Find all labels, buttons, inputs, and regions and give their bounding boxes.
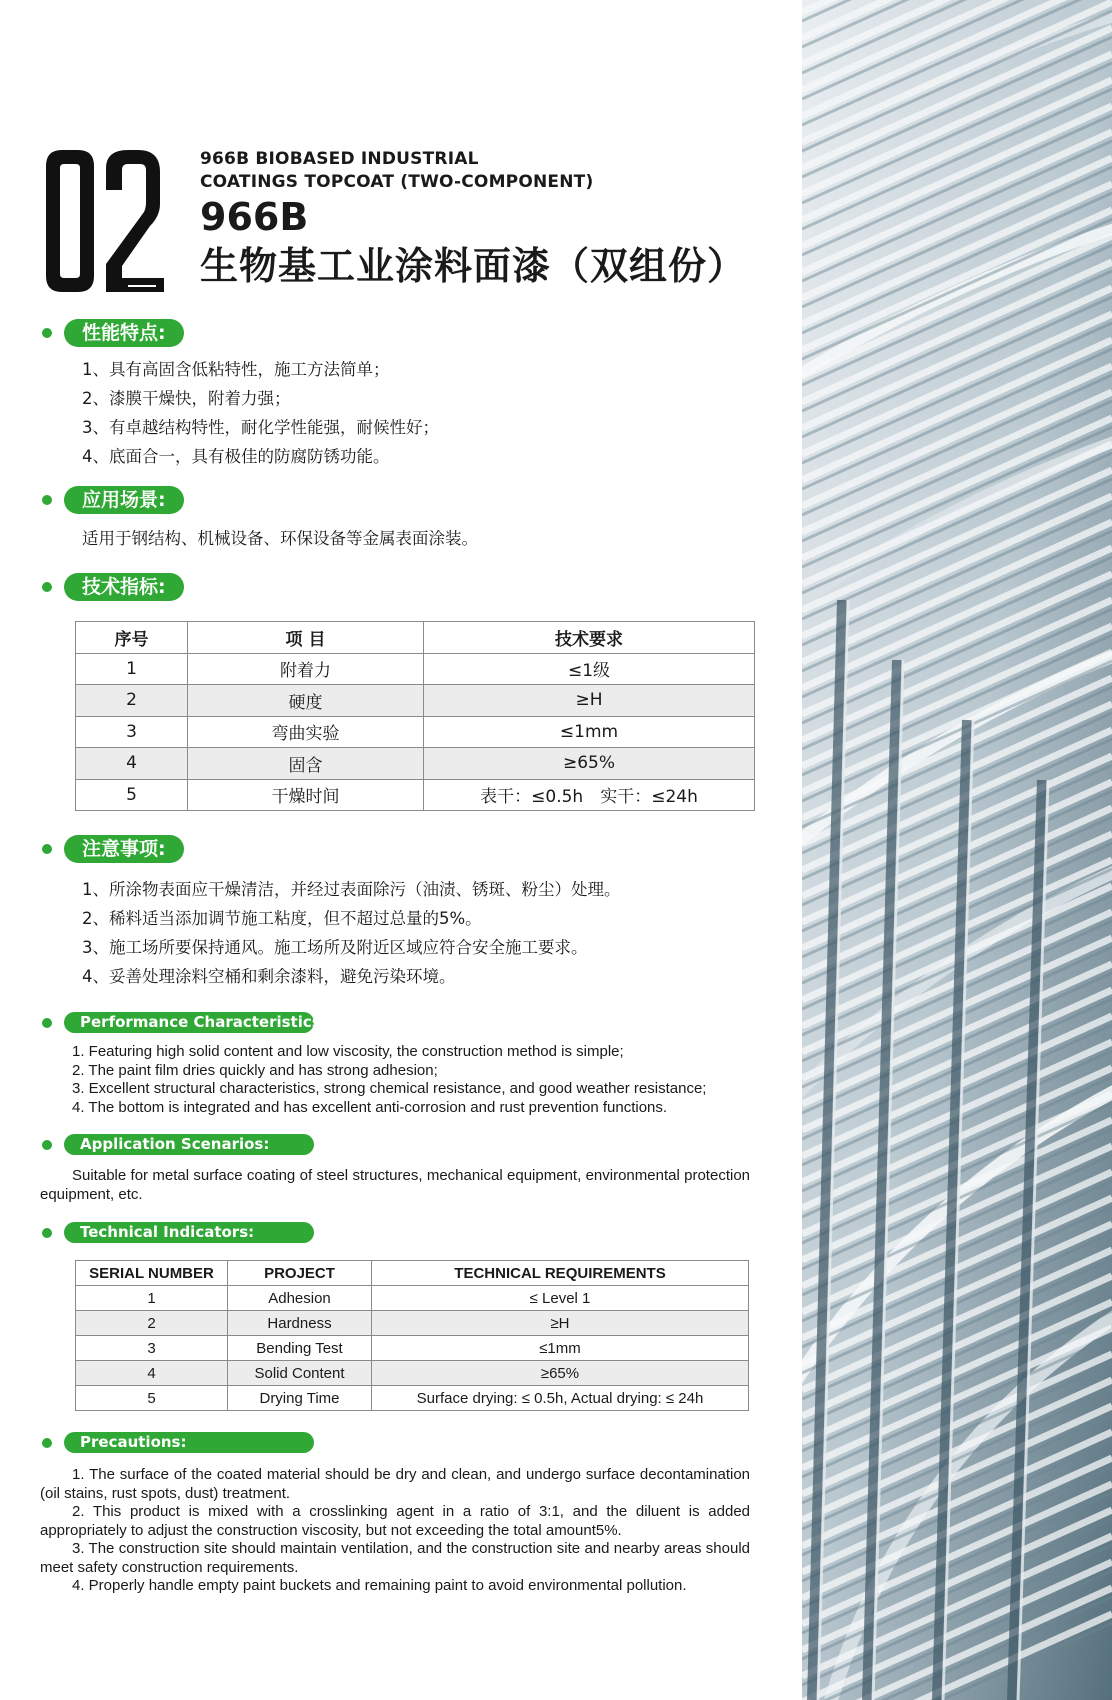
- table-cell: 硬度: [188, 685, 424, 717]
- table-row: [76, 1336, 749, 1361]
- list-item: 4、底面合一，具有极佳的防腐防锈功能。: [82, 447, 390, 466]
- table-cell: 5: [76, 779, 188, 811]
- product-code: 966B: [200, 195, 309, 239]
- bullet-dot-icon: [42, 1018, 52, 1028]
- column-header: 序号: [76, 622, 188, 654]
- precautions-list-cn: [82, 875, 621, 991]
- table-cell: ≤1mm: [424, 716, 755, 748]
- list-item: 3. Excellent structural characteristics, strong chemical resistance, and good weather resistance;: [72, 1080, 707, 1097]
- performance-list-cn: [82, 355, 439, 471]
- column-header: PROJECT: [228, 1261, 372, 1286]
- precaution-item-en: 1. The surface of the coated material should be dry and clean, and undergo surface decontamination (oil stains, rust spots, dust) treatment.: [40, 1466, 750, 1502]
- table-cell: Hardness: [228, 1311, 372, 1336]
- section-label: 应用场景:: [64, 486, 184, 514]
- precaution-item-en: 3. The construction site should maintain ventilation, and the construction site and nearby areas should meet safety construction requirements.: [40, 1540, 750, 1576]
- application-text-en: Suitable for metal surface coating of steel structures, mechanical equipment, environmental protection equipment, etc.: [40, 1167, 750, 1203]
- table-cell: Surface drying: ≤ 0.5h, Actual drying: ≤ 24h: [372, 1386, 749, 1411]
- table-cell: 2: [76, 685, 188, 717]
- performance-list-en: [72, 1043, 706, 1117]
- section-label: 技术指标:: [64, 573, 184, 601]
- table-cell: 1: [76, 653, 188, 685]
- architecture-photo: [802, 0, 1112, 1700]
- section-label: Application Scenarios:: [64, 1134, 314, 1155]
- table-cell: 3: [76, 716, 188, 748]
- table-cell: 附着力: [188, 653, 424, 685]
- list-item: 3、有卓越结构特性，耐化学性能强，耐候性好；: [82, 418, 439, 437]
- table-cell: 2: [76, 1311, 228, 1336]
- table-row: [76, 716, 755, 748]
- table-cell: ≥H: [372, 1311, 749, 1336]
- list-item: 3、施工场所要保持通风。施工场所及附近区域应符合安全施工要求。: [82, 938, 588, 957]
- bullet-dot-icon: [42, 495, 52, 505]
- table-cell: ≤ Level 1: [372, 1286, 749, 1311]
- table-cell: 3: [76, 1336, 228, 1361]
- bullet-dot-icon: [42, 1140, 52, 1150]
- column-header: 技术要求: [424, 622, 755, 654]
- table-cell: ≥H: [424, 685, 755, 717]
- section-label: Technical Indicators:: [64, 1222, 314, 1243]
- application-text-cn: 适用于钢结构、机械设备、环保设备等金属表面涂装。: [82, 529, 478, 548]
- table-cell: Adhesion: [228, 1286, 372, 1311]
- list-item: 1. Featuring high solid content and low viscosity, the construction method is simple;: [72, 1043, 624, 1060]
- table-cell: ≥65%: [424, 748, 755, 780]
- bullet-dot-icon: [42, 1228, 52, 1238]
- table-cell: Drying Time: [228, 1386, 372, 1411]
- chinese-title: 生物基工业涂料面漆（双组份）: [200, 244, 747, 288]
- list-item: 2. The paint film dries quickly and has strong adhesion;: [72, 1061, 438, 1079]
- table-cell: ≤1mm: [372, 1336, 749, 1361]
- list-item: 4. The bottom is integrated and has excellent anti-corrosion and rust prevention functions.: [72, 1098, 668, 1116]
- technical-table-en: [75, 1260, 749, 1411]
- table-cell: 弯曲实验: [188, 716, 424, 748]
- english-title-line-1: 966B BIOBASED INDUSTRIAL: [200, 149, 479, 169]
- table-row: [76, 685, 755, 717]
- table-cell: 1: [76, 1286, 228, 1311]
- technical-table-cn: [75, 621, 755, 811]
- column-header: SERIAL NUMBER: [76, 1261, 228, 1286]
- list-item: 2、稀料适当添加调节施工粘度，但不超过总量的5%。: [82, 909, 482, 928]
- table-row: [76, 1286, 749, 1311]
- table-row: [76, 653, 755, 685]
- column-header: 项 目: [188, 622, 424, 654]
- table-cell: ≤1级: [424, 653, 755, 685]
- table-cell: 4: [76, 1361, 228, 1386]
- column-header: TECHNICAL REQUIREMENTS: [372, 1261, 749, 1286]
- section-number: [38, 146, 168, 296]
- english-title-line-2: COATINGS TOPCOAT (TWO-COMPONENT): [200, 172, 594, 192]
- table-cell: 固含: [188, 748, 424, 780]
- list-item: 1、所涂物表面应干燥清洁，并经过表面除污（油渍、锈斑、粉尘）处理。: [82, 880, 621, 899]
- section-label: 注意事项:: [64, 835, 184, 863]
- bullet-dot-icon: [42, 1438, 52, 1448]
- table-cell: 干燥时间: [188, 779, 424, 811]
- table-cell: Bending Test: [228, 1336, 372, 1361]
- precaution-item-en: 4. Properly handle empty paint buckets and remaining paint to avoid environmental pollution.: [72, 1577, 687, 1594]
- section-label: Performance Characteristics:: [64, 1012, 314, 1033]
- list-item: 4、妥善处理涂料空桶和剩余漆料，避免污染环境。: [82, 967, 456, 986]
- table-row: [76, 1361, 749, 1386]
- precaution-item-en: 2. This product is mixed with a crosslinking agent in a ratio of 3:1, and the diluent is added appropriately to adjust the construction viscosity, but not exceeding the total amount5%.: [40, 1503, 750, 1539]
- table-row: [76, 1386, 749, 1411]
- bullet-dot-icon: [42, 844, 52, 854]
- table-header-row: [76, 622, 755, 654]
- table-cell: 5: [76, 1386, 228, 1411]
- table-cell: Solid Content: [228, 1361, 372, 1386]
- english-title: [200, 148, 593, 194]
- table-row: [76, 1311, 749, 1336]
- table-cell: 表干：≤0.5h 实干：≤24h: [424, 779, 755, 811]
- bullet-dot-icon: [42, 582, 52, 592]
- bullet-dot-icon: [42, 328, 52, 338]
- table-cell: 4: [76, 748, 188, 780]
- list-item: 2、漆膜干燥快，附着力强；: [82, 389, 291, 408]
- section-label: 性能特点:: [64, 319, 184, 347]
- table-header-row: [76, 1261, 749, 1286]
- list-item: 1、具有高固含低粘特性，施工方法简单；: [82, 360, 390, 379]
- table-row: [76, 779, 755, 811]
- section-label: Precautions:: [64, 1432, 314, 1453]
- table-cell: ≥65%: [372, 1361, 749, 1386]
- table-row: [76, 748, 755, 780]
